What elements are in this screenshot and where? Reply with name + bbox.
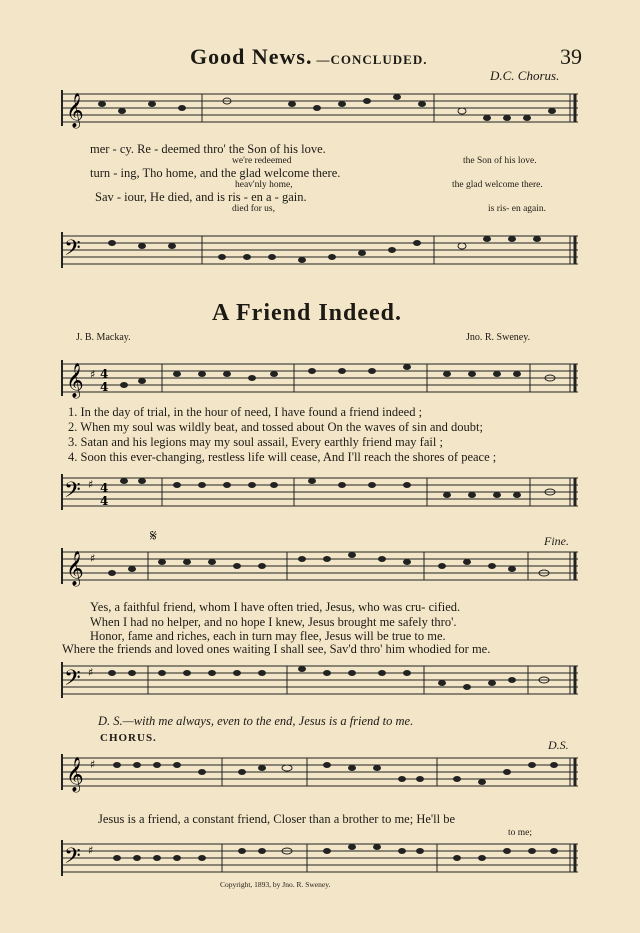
copyright-notice: Copyright, 1893, by Jno. R. Sweney. — [220, 880, 331, 889]
lyricist-credit: J. B. Mackay. — [76, 332, 131, 343]
ds-mark: D.S. — [548, 738, 569, 752]
svg-text:𝄞: 𝄞 — [66, 93, 84, 128]
hymn1-lyric-line-1: mer - cy. Re - deemed thro' the Son of his love. — [90, 142, 326, 156]
hymn1-small-lyric: the Son of his love. — [463, 156, 537, 166]
page-number: 39 — [560, 44, 582, 69]
hymn1-lyric-line-3: Sav - iour, He died, and is ris - en a - gain. — [95, 190, 307, 204]
hymn-title-text: Good News. — [190, 44, 313, 69]
svg-text:♯: ♯ — [88, 478, 94, 491]
hymn-subtitle: —CONCLUDED. — [316, 52, 428, 67]
chorus-label: CHORUS. — [100, 732, 157, 744]
svg-text:𝄞: 𝄞 — [66, 551, 84, 586]
verse-b-line-2: When I had no helper, and no hope I knew, Jesus brought me safely thro'. — [90, 615, 457, 629]
hymn1-small-lyric: we're redeemed — [232, 156, 292, 166]
hymn1-small-lyric: is ris- en again. — [488, 204, 547, 214]
ds-lyric-line: D. S.—with me always, even to the end, Jesus is a friend to me. — [98, 714, 414, 728]
svg-text:♯: ♯ — [90, 552, 96, 565]
music-staff-treble — [62, 752, 578, 794]
verse-line-3: 3. Satan and his legions may my soul assail, Every earthly friend may fail ; — [68, 435, 443, 449]
svg-text:𝄢: 𝄢 — [64, 236, 81, 266]
verse-line-1: 1. In the day of trial, in the hour of need, I have found a friend indeed ; — [68, 405, 423, 419]
svg-text:♯: ♯ — [88, 844, 94, 857]
music-staff-bass — [62, 232, 578, 272]
verse-b-line-1: Yes, a faithful friend, whom I have often tried, Jesus, who was cru- cified. — [90, 600, 461, 614]
segno-sign: 𝄋 — [150, 528, 157, 545]
music-staff-bass — [62, 838, 578, 880]
svg-text:♯: ♯ — [90, 368, 96, 381]
verse-b-line-4: Where the friends and loved ones waiting I shall see, Sav'd thro' him whodied for me. — [62, 642, 491, 656]
verse-b-line-3: Honor, fame and riches, each in turn may flee, Jesus will be true to me. — [90, 629, 446, 643]
hymn1-small-lyric: the glad welcome there. — [452, 180, 543, 190]
music-staff-treble — [62, 546, 578, 588]
composer-credit: Jno. R. Sweney. — [466, 332, 531, 343]
svg-text:♯: ♯ — [90, 758, 96, 771]
verse-line-2: 2. When my soul was wildly beat, and tossed about On the waves of sin and doubt; — [68, 420, 483, 434]
music-staff-bass — [62, 660, 578, 702]
svg-text:♯: ♯ — [88, 666, 94, 679]
svg-text:𝄢: 𝄢 — [64, 844, 81, 874]
svg-text:4: 4 — [100, 367, 109, 381]
music-staff-treble — [62, 90, 578, 130]
chorus-lyric-line: Jesus is a friend, a constant friend, Closer than a brother to me; He'll be — [98, 812, 456, 826]
hymn-title-friend-indeed: A Friend Indeed. — [212, 300, 403, 326]
chorus-small-lyric: to me; — [508, 828, 533, 838]
svg-text:𝄢: 𝄢 — [64, 666, 81, 696]
svg-text:4: 4 — [100, 494, 109, 508]
svg-text:4: 4 — [100, 481, 109, 495]
music-staff-treble — [62, 358, 578, 400]
svg-text:4: 4 — [100, 380, 109, 394]
fine-mark: Fine. — [544, 534, 569, 548]
hymn1-small-lyric: heav'nly home, — [235, 180, 293, 190]
verse-line-4: 4. Soon this ever-changing, restless life will cease, And I'll reach the shores of peace ; — [68, 450, 497, 464]
hymn-title-good-news — [190, 44, 428, 70]
music-staff-bass — [62, 472, 578, 514]
svg-text:𝄢: 𝄢 — [64, 478, 81, 508]
svg-text:𝄞: 𝄞 — [66, 363, 84, 398]
dc-chorus-direction: D.C. Chorus. — [490, 68, 560, 83]
svg-text:𝄞: 𝄞 — [66, 757, 84, 792]
hymn1-small-lyric: died for us, — [232, 204, 276, 214]
hymn1-lyric-line-2: turn - ing, Tho home, and the glad welcome there. — [90, 166, 341, 180]
